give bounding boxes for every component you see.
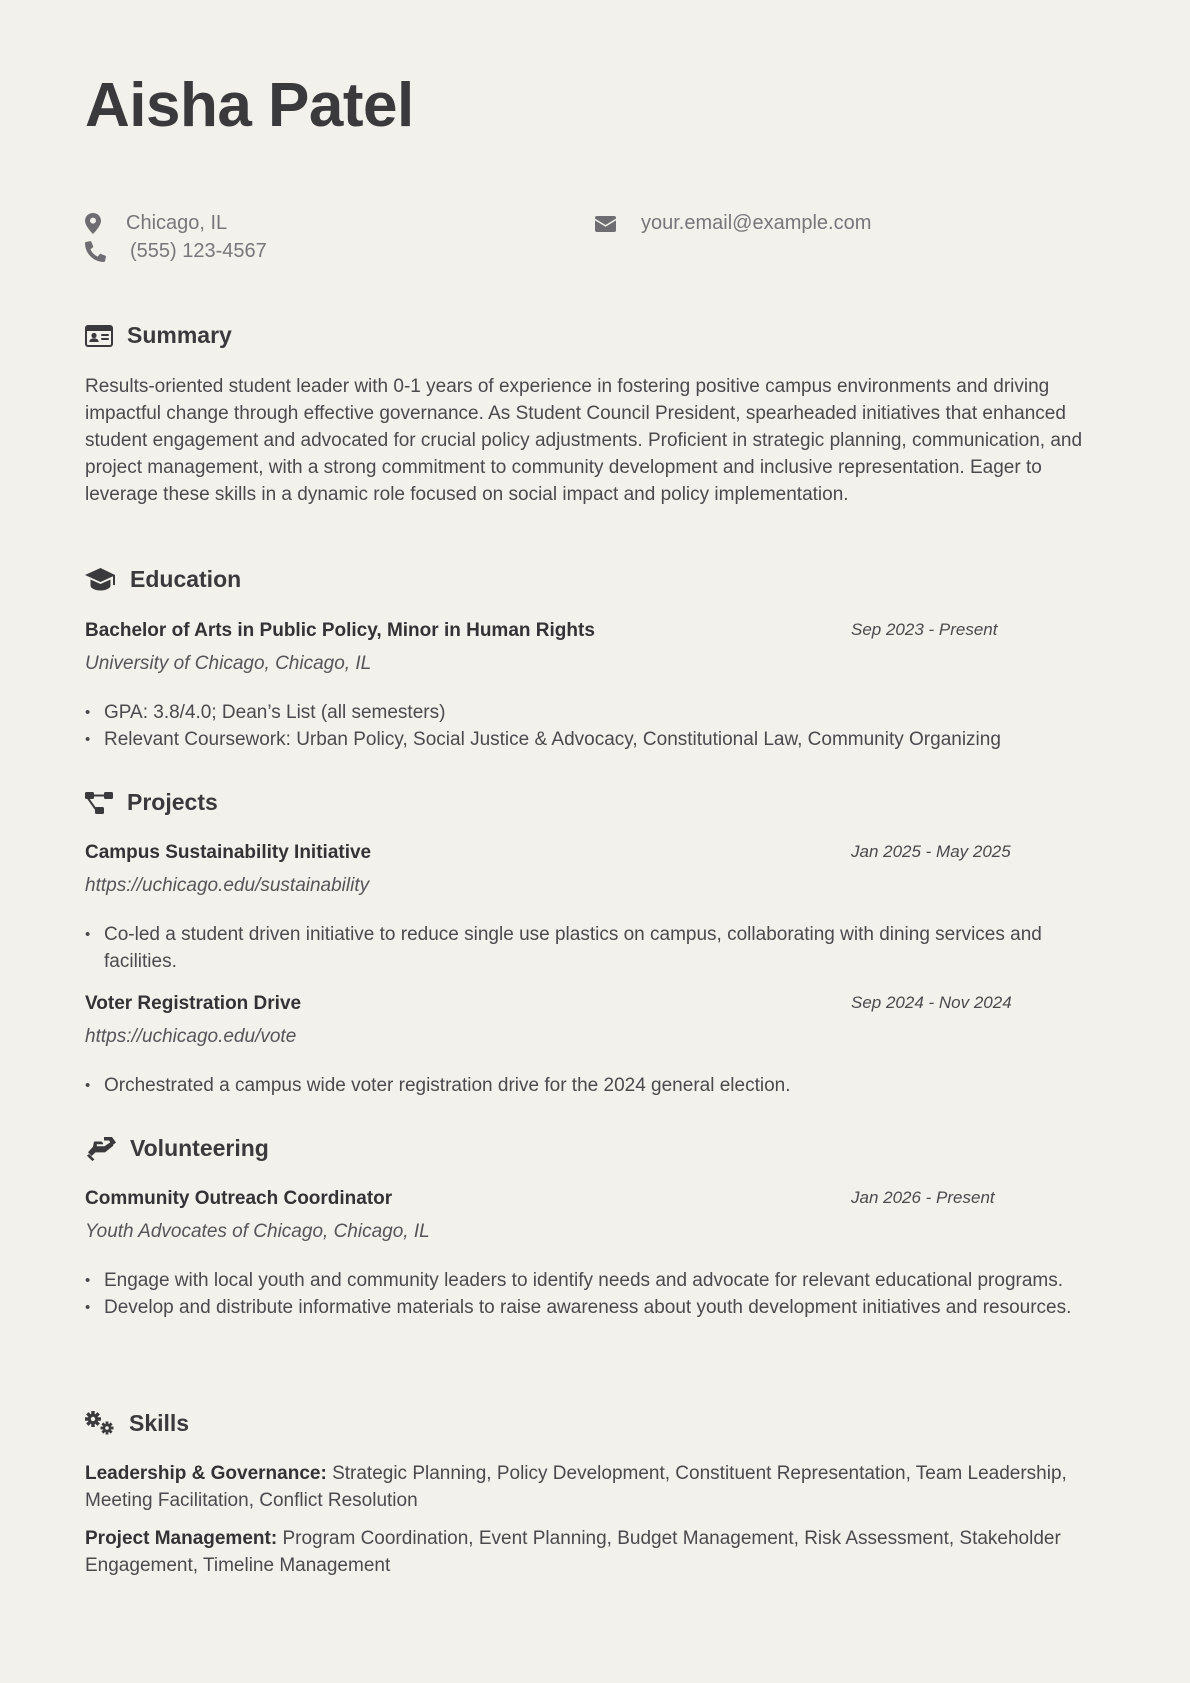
project-title: Campus Sustainability Initiative <box>85 842 372 863</box>
skill-group-items: Strategic Planning, Policy Development, Constituent Representation, Team Leadership, Meeting Facilitation, Conflict Resolution <box>85 1463 1067 1511</box>
gears-icon <box>85 1411 115 1436</box>
list-item: • Relevant Coursework: Urban Policy, Social Justice & Advocacy, Constitutional Law, Community Organizing <box>85 726 1110 753</box>
project-url[interactable]: https://uchicago.edu/sustainability <box>85 875 370 896</box>
project-url[interactable]: https://uchicago.edu/vote <box>85 1026 297 1047</box>
volunteer-date: Jan 2026 - Present <box>851 1188 995 1207</box>
envelope-icon <box>595 216 616 232</box>
contact-phone <box>85 240 267 263</box>
phone-text: (555) 123-4567 <box>130 240 267 262</box>
phone-icon <box>85 241 106 262</box>
section-heading-projects <box>85 789 218 816</box>
project-diagram-icon <box>85 792 113 814</box>
section-heading-education <box>85 566 241 593</box>
school-name: University of Chicago, Chicago, IL <box>85 653 372 674</box>
volunteer-bullets <box>85 1267 1110 1321</box>
project-title: Voter Registration Drive <box>85 993 302 1014</box>
email-text: your.email@example.com <box>641 212 872 234</box>
hands-helping-icon <box>85 1137 116 1161</box>
id-card-icon <box>85 325 113 347</box>
project-bullets <box>85 1072 1110 1099</box>
skill-group <box>85 1525 1115 1579</box>
list-item: • GPA: 3.8/4.0; Dean’s List (all semesters) <box>85 699 1110 726</box>
skill-group <box>85 1460 1115 1514</box>
location-text: Chicago, IL <box>126 212 228 234</box>
section-heading-summary <box>85 322 232 349</box>
skill-group-label: Leadership & Governance: <box>85 1463 327 1484</box>
summary-heading: Summary <box>127 322 232 348</box>
volunteer-organization: Youth Advocates of Chicago, Chicago, IL <box>85 1221 430 1242</box>
projects-heading: Projects <box>127 789 218 815</box>
volunteering-heading: Volunteering <box>130 1135 269 1161</box>
education-bullets <box>85 699 1110 753</box>
contact-location <box>85 212 227 235</box>
volunteer-role: Community Outreach Coordinator <box>85 1188 393 1209</box>
project-bullets <box>85 921 1110 975</box>
candidate-name: Aisha Patel <box>85 71 414 140</box>
skill-group-label: Project Management: <box>85 1528 278 1549</box>
summary-text: Results-oriented student leader with 0-1 years of experience in fostering positive campus environments and driving impactful change through effective governance. As Student Council President, spearheaded initiatives that enhanced student engagement and advocated for crucial policy adjustments. Proficient in strategic planning, communication, and project management, with a strong commitment to community development and inclusive representation. Eager to leverage these skills in a dynamic role focused on social impact and policy implementation. <box>85 376 1083 505</box>
skills-heading: Skills <box>129 1410 190 1436</box>
contact-email <box>595 212 871 235</box>
list-item: • Co-led a student driven initiative to reduce single use plastics on campus, collaborating with dining services and facilities. <box>85 921 1110 975</box>
degree-title: Bachelor of Arts in Public Policy, Minor in Human Rights <box>85 620 595 641</box>
list-item: • Orchestrated a campus wide voter registration drive for the 2024 general election. <box>85 1072 1110 1099</box>
project-date: Sep 2024 - Nov 2024 <box>851 993 1012 1012</box>
map-marker-icon <box>85 213 101 234</box>
list-item: • Develop and distribute informative materials to raise awareness about youth development initiatives and resources. <box>85 1294 1110 1321</box>
skill-group-items: Program Coordination, Event Planning, Budget Management, Risk Assessment, Stakeholder Engagement, Timeline Management <box>85 1528 1061 1576</box>
project-date: Jan 2025 - May 2025 <box>851 842 1011 861</box>
education-heading: Education <box>130 566 242 592</box>
list-item: • Engage with local youth and community leaders to identify needs and advocate for relevant educational programs. <box>85 1267 1110 1294</box>
education-date: Sep 2023 - Present <box>851 620 998 639</box>
graduation-cap-icon <box>85 568 116 591</box>
section-heading-skills <box>85 1410 189 1437</box>
section-heading-volunteering <box>85 1135 269 1162</box>
